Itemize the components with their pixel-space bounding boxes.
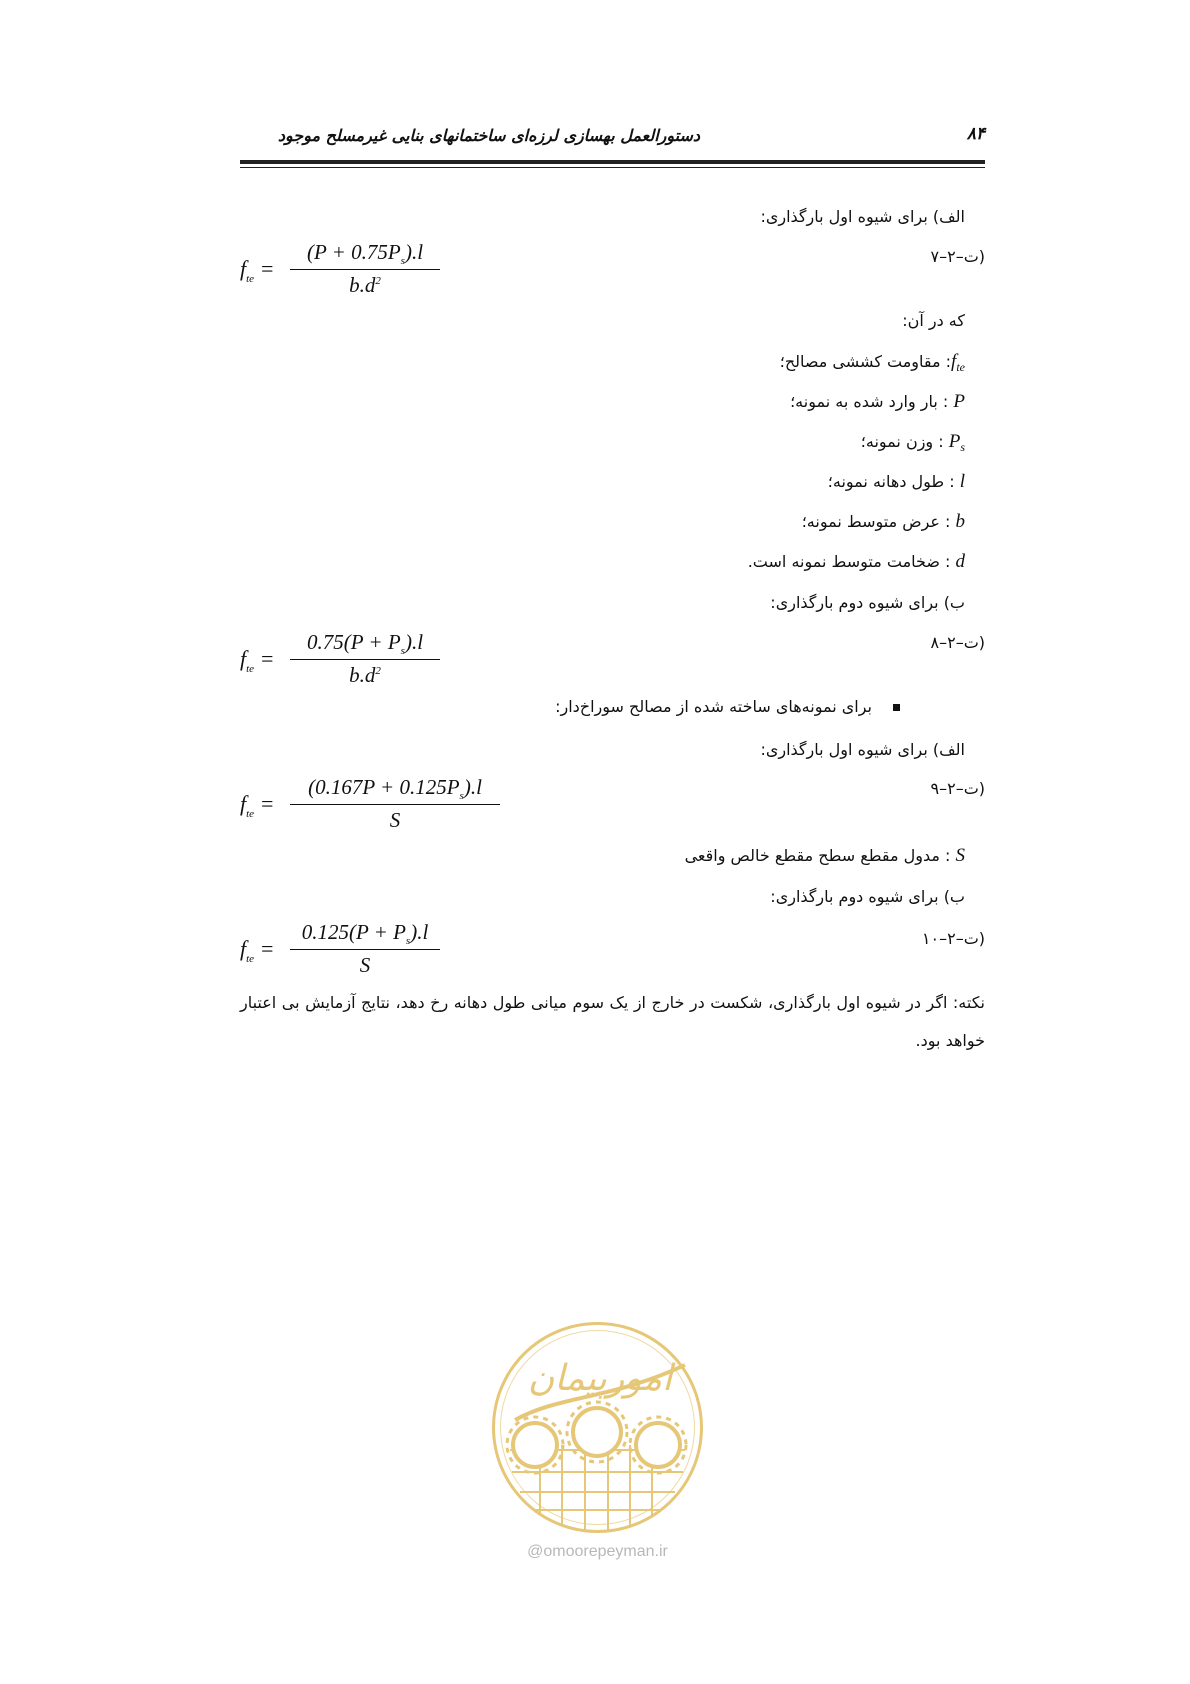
equation-denominator: $b.d^2$: [349, 663, 381, 687]
running-header-title: دستورالعمل بهسازی لرزه‌ای ساختمانهای بنایی غیرمسلح موجود: [277, 126, 700, 145]
seal-text: امورپیمان: [527, 1358, 673, 1399]
def-s: S : مدول مقطع سطح مقطع خالص واقعی: [684, 845, 965, 866]
equation-lhs: $f_{te}$ =: [240, 791, 275, 820]
equation-7: [240, 240, 440, 300]
equation-numerator: $0.125(P + P_s).l$: [301, 920, 429, 947]
def-l: l : طول دهانه نمونه؛: [827, 471, 965, 492]
first-loading-heading: الف) برای شیوه اول بارگذاری:: [760, 207, 965, 226]
def-ps: $P_s$ : وزن نمونه؛: [860, 431, 965, 454]
equation-8-label: (ت–۲–۸: [930, 633, 985, 652]
equation-9-label: (ت–۲–۹: [930, 779, 985, 798]
equation-numerator: $0.75(P + P_s).l$: [306, 630, 424, 657]
equation-fraction: [290, 240, 440, 298]
equation-7-label: (ت–۲–۷: [930, 247, 985, 266]
equation-fraction: [290, 630, 440, 688]
equation-numerator: $(0.167P + 0.125P_s).l$: [308, 775, 482, 802]
fraction-bar: [290, 949, 440, 950]
header-rule-thick: [240, 160, 985, 164]
equation-denominator: S: [389, 808, 401, 832]
fraction-bar: [290, 269, 440, 270]
second-loading-heading-2: ب) برای شیوه دوم بارگذاری:: [770, 887, 965, 906]
equation-10: [240, 920, 470, 980]
page-number: ۸۴: [966, 124, 985, 144]
bullet-square-icon: [893, 704, 900, 711]
equation-8: [240, 630, 440, 690]
equation-fraction: [290, 775, 500, 833]
equation-denominator: S: [359, 953, 371, 977]
equation-10-label: (ت–۲–۱۰: [921, 929, 985, 948]
equation-fraction: [290, 920, 440, 978]
def-b: b : عرض متوسط نمونه؛: [801, 511, 965, 532]
def-fte: $f_{te}$: مقاومت کششی مصالح؛: [779, 351, 965, 374]
second-loading-heading: ب) برای شیوه دوم بارگذاری:: [770, 593, 965, 612]
watermark-url: @omoorepeyman.ir: [527, 1543, 668, 1560]
first-loading-heading-2: الف) برای شیوه اول بارگذاری:: [760, 740, 965, 759]
fraction-bar: [290, 804, 500, 805]
equation-lhs: $f_{te}$ =: [240, 936, 275, 965]
where-label: که در آن:: [902, 311, 965, 330]
equation-9: [240, 775, 500, 835]
note-paragraph: نکته: اگر در شیوه اول بارگذاری، شکست در خارج از یک سوم میانی طول دهانه رخ دهد، نتایج آزمایش بی اعتبار خواهد بود.: [240, 993, 985, 1050]
fraction-bar: [290, 659, 440, 660]
equation-lhs: $f_{te}$ =: [240, 646, 275, 675]
def-p: P : بار وارد شده به نمونه؛: [790, 391, 965, 412]
hollow-units-bullet: برای نمونه‌های ساخته شده از مصالح سوراخ‌دار:: [555, 697, 872, 716]
header-rule-thin: [240, 167, 985, 168]
publisher-seal-logo: [490, 1320, 705, 1535]
equation-numerator: $(P + 0.75P_s).l$: [306, 240, 424, 267]
def-d: d : ضخامت متوسط نمونه است.: [747, 551, 965, 572]
equation-lhs: $f_{te}$ =: [240, 256, 275, 285]
equation-denominator: $b.d^2$: [349, 273, 381, 297]
